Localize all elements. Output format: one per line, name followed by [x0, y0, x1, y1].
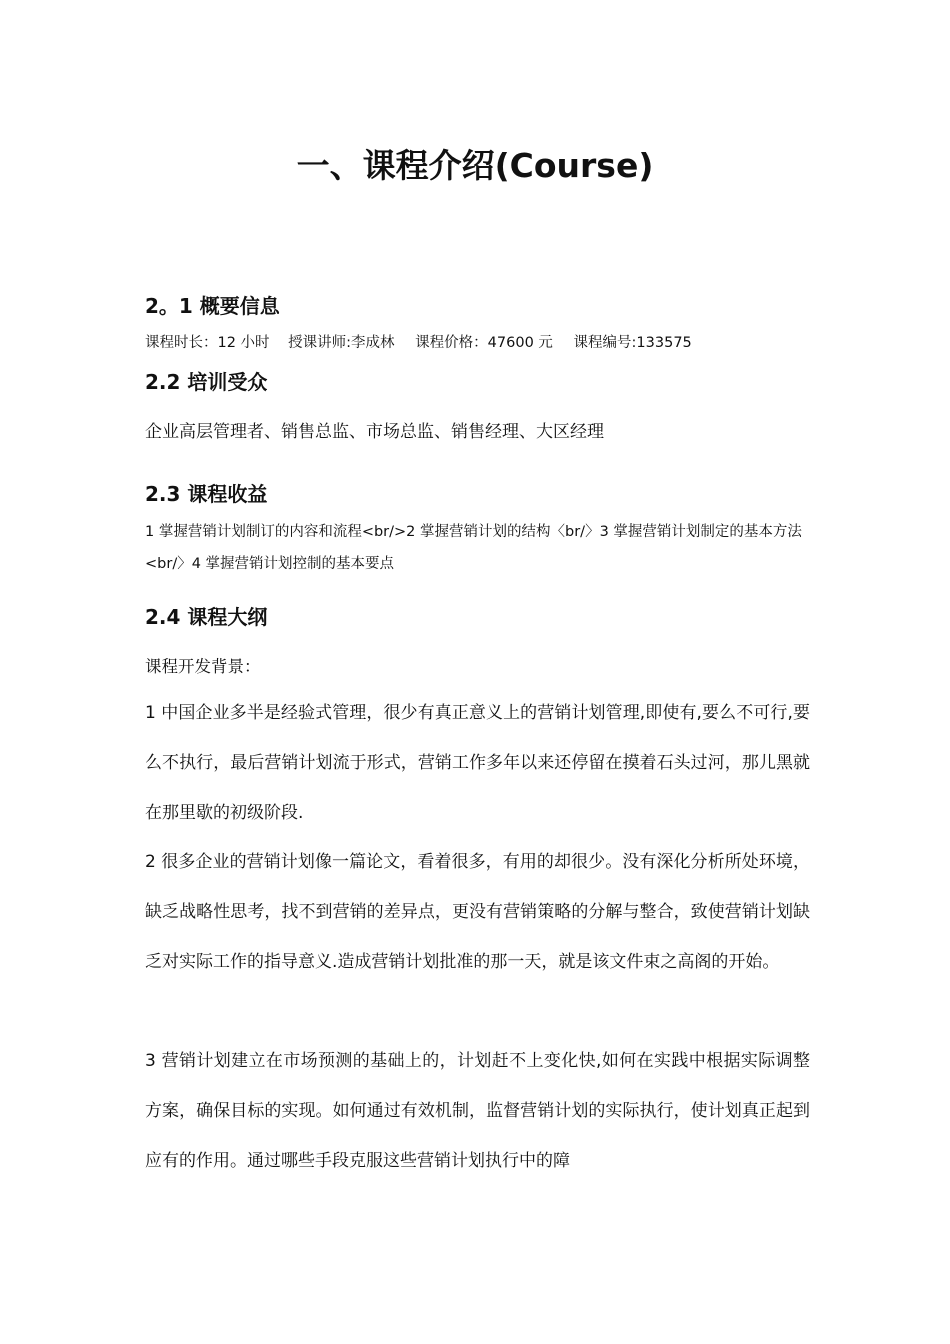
audience-text: 企业高层管理者、销售总监、市场总监、销售经理、大区经理 — [145, 422, 604, 442]
course-price: 课程价格：47600 元 — [415, 335, 553, 351]
outline-paragraph-2: 2 很多企业的营销计划像一篇论文，看着很多，有用的却很少。没有深化分析所处环境，缺乏战略性思考，找不到营销的差异点，更没有营销策略的分解与整合，致使营销计划缺乏对实际工作的指导意义.造成营销计划批准的那一天，就是该文件束之高阁的开始。 — [145, 852, 810, 972]
overview-info-line — [145, 331, 692, 352]
section-heading-overview: 2。1 概要信息 — [145, 294, 280, 318]
benefits-text: 1 掌握营销计划制订的内容和流程<br/>2 掌握营销计划的结构〈br/〉3 掌握营销计划制定的基本方法<br/〉4 掌握营销计划控制的基本要点 — [145, 524, 802, 572]
course-duration: 课程时长：12 小时 — [145, 335, 270, 351]
outline-paragraph-1: 1 中国企业多半是经验式管理，很少有真正意义上的营销计划管理,即使有,要么不可行,要么不执行，最后营销计划流于形式，营销工作多年以来还停留在摸着石头过河，那儿黑就在那里歇的初级阶段. — [145, 703, 810, 823]
outline-paragraph-3: 3 营销计划建立在市场预测的基础上的，计划赶不上变化快,如何在实践中根据实际调整方案，确保目标的实现。如何通过有效机制，监督营销计划的实际执行，使计划真正起到应有的作用。通过哪些手段克服这些营销计划执行中的障 — [145, 1051, 810, 1171]
course-code: 课程编号:133575 — [573, 335, 692, 351]
section-heading-outline: 2.4 课程大纲 — [145, 605, 268, 629]
section-heading-benefits: 2.3 课程收益 — [145, 482, 268, 506]
background-label: 课程开发背景： — [145, 657, 261, 676]
section-heading-audience: 2.2 培训受众 — [145, 370, 268, 394]
course-instructor: 授课讲师:李成林 — [288, 335, 395, 351]
page-title: 一、课程介绍(Course) — [296, 146, 654, 185]
